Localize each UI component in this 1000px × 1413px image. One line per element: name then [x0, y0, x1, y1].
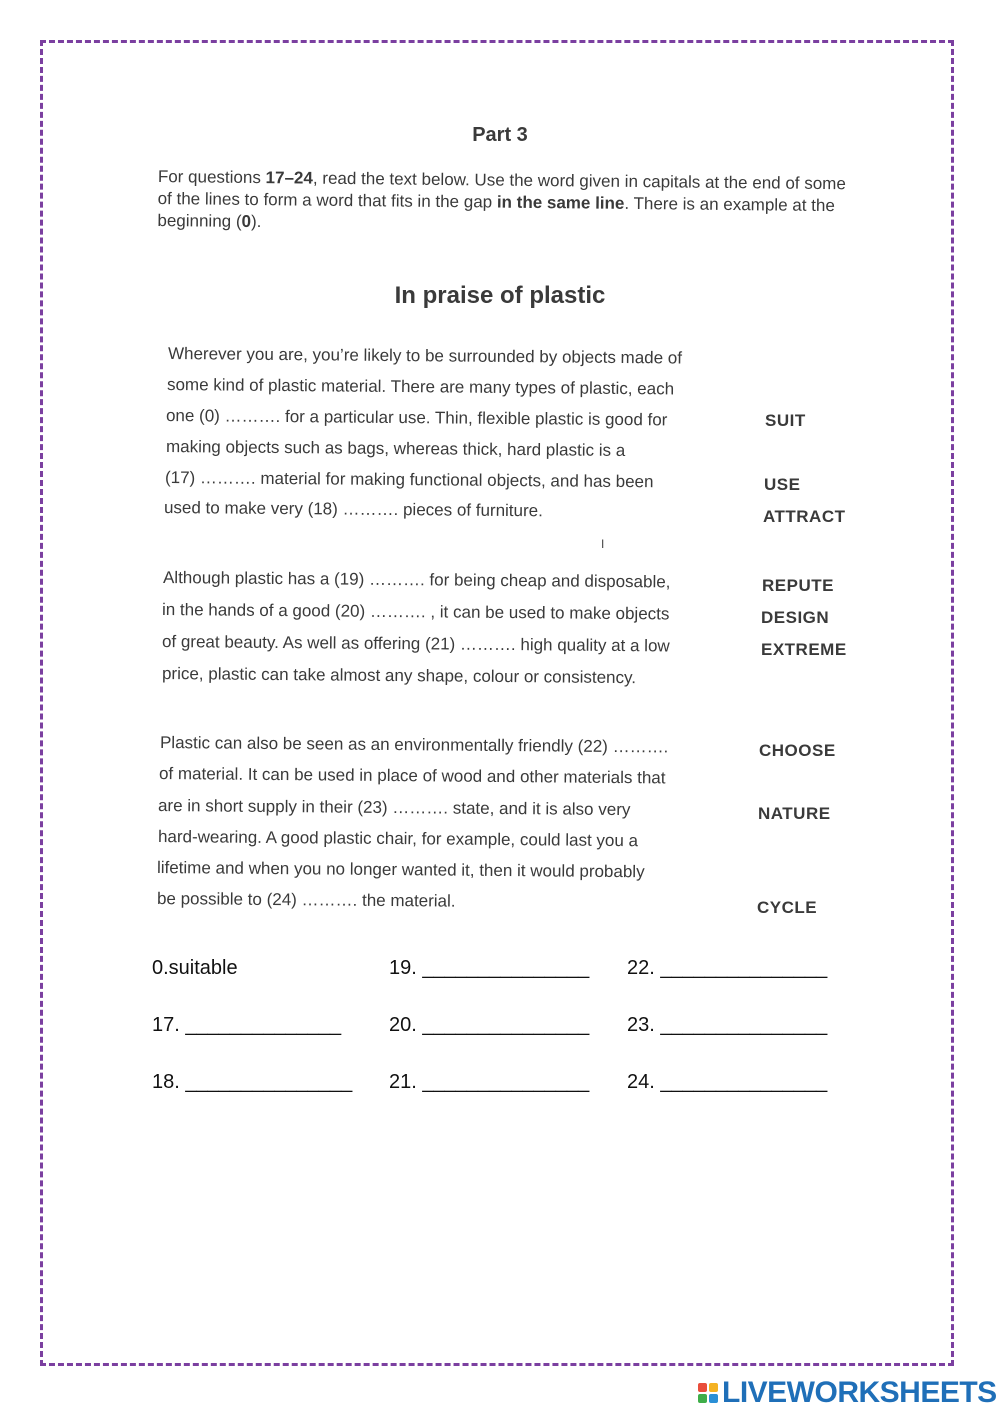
instructions-text: . There is an example at the beginning ( [157, 193, 835, 231]
answer-field-20[interactable]: 20. _______________ [389, 1014, 590, 1036]
passage-title: In praise of plastic [394, 282, 606, 309]
passage-line: hard-wearing. A good plastic chair, for example, could last you a [157, 827, 639, 851]
logo-square [698, 1394, 707, 1403]
keyword: ATTRACT [763, 507, 846, 526]
keyword: DESIGN [761, 608, 830, 627]
passage-line: some kind of plastic material. There are many types of plastic, each [166, 375, 675, 399]
passage-line: (17) ………. material for making functional objects, and has been [164, 468, 654, 492]
instructions-text: For questions [157, 166, 266, 188]
passage-line: price, plastic can take almost any shape, colour or consistency. [161, 664, 637, 688]
passage-line: Plastic can also be seen as an environmentally friendly (22) ………. [159, 733, 669, 757]
passage-line: be possible to (24) ………. the material. [156, 889, 456, 911]
keyword: NATURE [758, 804, 831, 823]
instructions-text: ). [250, 211, 262, 232]
keyword: REPUTE [762, 576, 834, 595]
answer-field-19[interactable]: 19. _______________ [389, 957, 590, 979]
passage-line: making objects such as bags, whereas thick, hard plastic is a [165, 437, 626, 461]
logo-text: LIVEWORKSHEETS [722, 1376, 997, 1409]
logo-square [709, 1394, 718, 1403]
keyword: CYCLE [757, 898, 818, 917]
answer-example: 0.suitable [152, 957, 238, 979]
passage-line: used to make very (18) ………. pieces of furniture. [163, 498, 543, 521]
part-title: Part 3 [472, 124, 528, 146]
passage-line: are in short supply in their (23) ………. state, and it is also very [157, 796, 631, 820]
passage-line: of great beauty. As well as offering (21) ………. high quality at a low [161, 632, 670, 656]
answer-field-22[interactable]: 22. _______________ [627, 957, 828, 979]
logo-square [709, 1383, 718, 1392]
instructions [157, 166, 858, 239]
answer-field-23[interactable]: 23. _______________ [627, 1014, 828, 1036]
keyword: CHOOSE [759, 741, 836, 760]
same-line-emphasis: in the same line [496, 192, 625, 213]
answer-field-18[interactable]: 18. _______________ [152, 1071, 353, 1093]
passage-line: in the hands of a good (20) ………. , it can be used to make objects [161, 600, 670, 624]
answer-field-17[interactable]: 17. ______________ [152, 1014, 342, 1036]
logo-mark-icon [698, 1383, 718, 1403]
keyword: SUIT [765, 411, 806, 430]
passage-line: Although plastic has a (19) ………. for being cheap and disposable, [162, 568, 671, 592]
example-number: 0 [241, 211, 252, 231]
passage-line: one (0) ………. for a particular use. Thin, flexible plastic is good for [165, 406, 668, 430]
liveworksheets-logo[interactable] [698, 1376, 997, 1410]
passage-line: Wherever you are, you’re likely to be surrounded by objects made of [167, 344, 683, 368]
instructions-text: , read the text below. Use the word given in capitals at the end of some of the lines to form a word that fits in the gap [157, 168, 846, 212]
answer-field-21[interactable]: 21. _______________ [389, 1071, 590, 1093]
scan-mark: I [601, 537, 605, 551]
keyword: EXTREME [761, 640, 847, 659]
answer-field-24[interactable]: 24. _______________ [627, 1071, 828, 1093]
passage-line: of material. It can be used in place of wood and other materials that [158, 764, 666, 788]
passage-line: lifetime and when you no longer wanted it, then it would probably [156, 858, 645, 882]
question-range: 17–24 [265, 168, 313, 188]
keyword: USE [764, 475, 801, 494]
logo-square [698, 1383, 707, 1392]
